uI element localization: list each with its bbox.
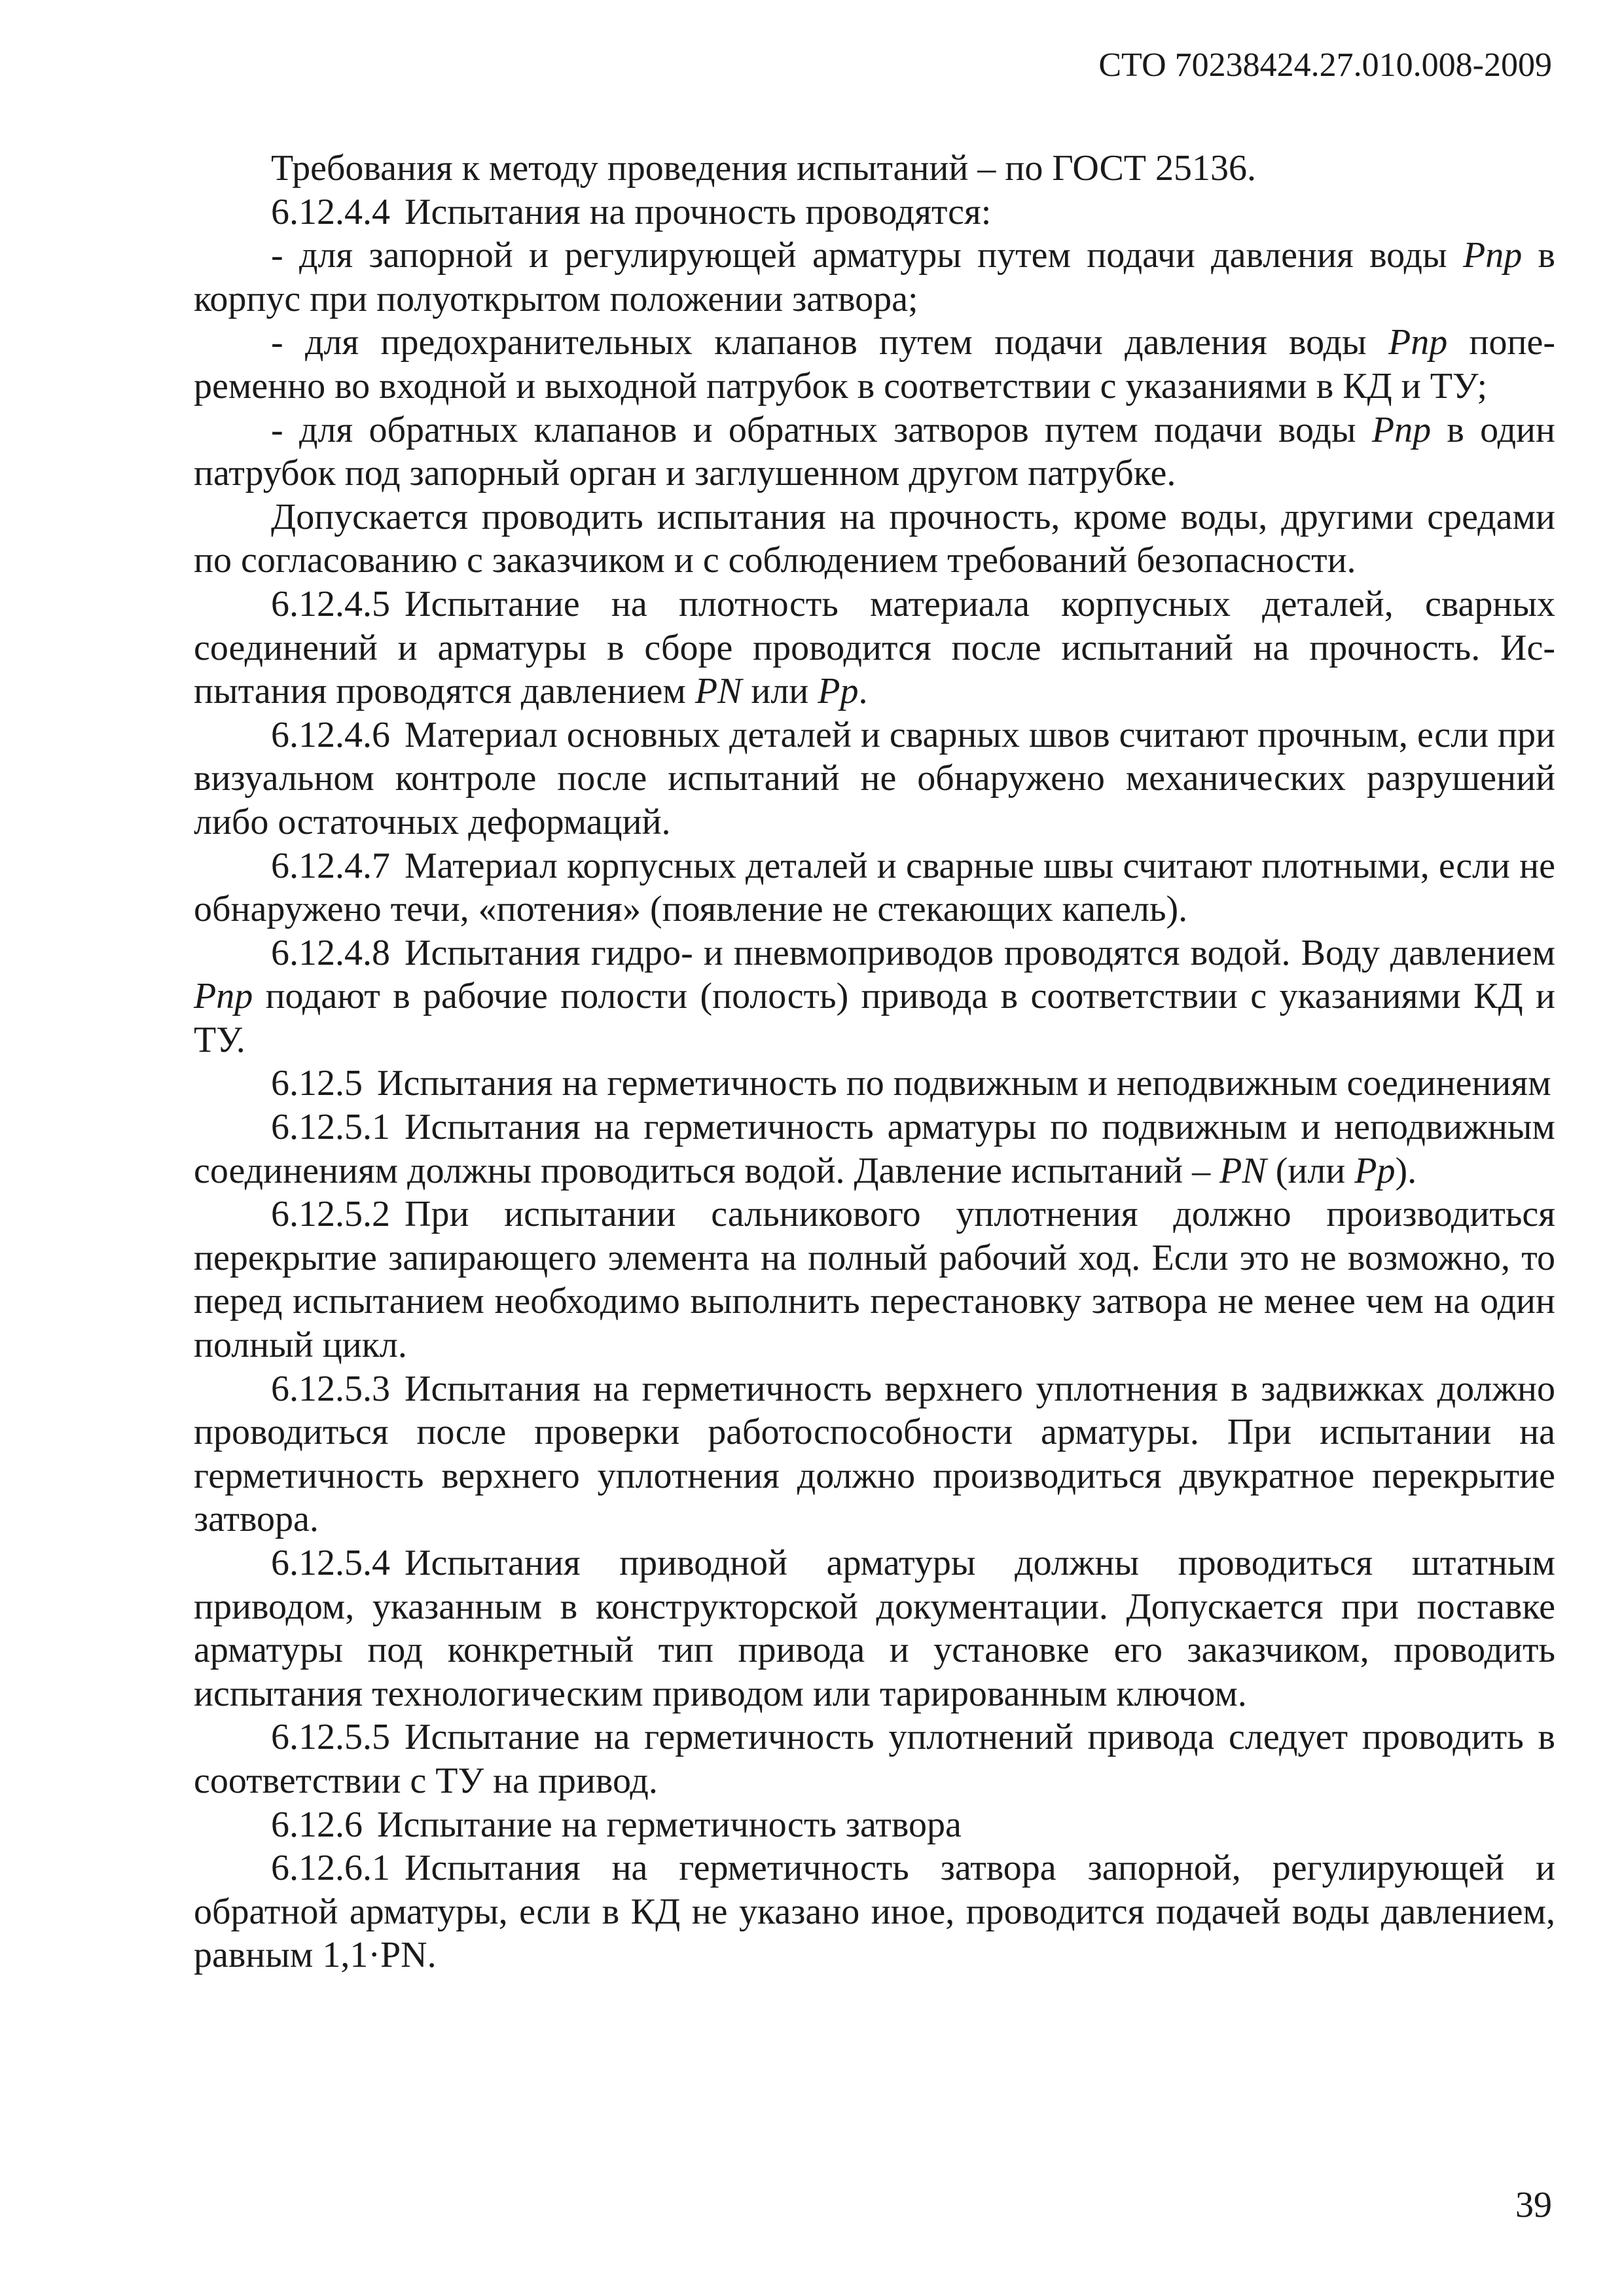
clause-number: 6.12.5.3	[271, 1368, 390, 1409]
paragraph-text: в один патрубок под запорный орган и заглушенном другом патрубке.	[194, 409, 1555, 494]
document-body	[194, 147, 1555, 1977]
paragraph-text: Материал корпусных деталей и сварные швы считают плотными, если не обнаружено течи, «потения» (появление не стекающих капель).	[194, 845, 1555, 930]
paragraph-text: Допускается проводить испытания на прочность, кроме воды, другими средами по согласованию с заказчиком и с соблюдением требований безопасности.	[194, 496, 1555, 581]
paragraph	[194, 931, 1555, 1062]
paragraph	[194, 844, 1555, 931]
paragraph	[194, 1105, 1555, 1193]
paragraph-text: (или	[1266, 1150, 1355, 1191]
paragraph	[194, 713, 1555, 844]
paragraph	[194, 234, 1555, 321]
paragraph	[194, 1193, 1555, 1367]
paragraph-text: попеременно во входной и выходной патрубок в соответствии с указаниями в КД и ТУ;	[194, 322, 1556, 406]
paragraph	[194, 408, 1555, 495]
paragraph-text: или	[742, 671, 818, 712]
paragraph	[194, 1715, 1555, 1803]
symbol-text: Pnp	[1462, 235, 1523, 276]
clause-number: 6.12.4.6	[271, 714, 390, 755]
symbol-text: PN	[1219, 1150, 1267, 1191]
symbol-text: Pnp	[1371, 409, 1432, 450]
clause-number: 6.12.5.1	[271, 1107, 390, 1148]
paragraph-text: - для запорной и регулирующей арматуры путем подачи давления воды	[271, 235, 1463, 276]
paragraph-text: .	[858, 671, 868, 712]
clause-number: 6.12.5.2	[271, 1194, 390, 1235]
paragraph	[194, 147, 1555, 190]
paragraph-text: - для предохранительных клапанов путем подачи давления воды	[271, 322, 1388, 363]
document-code-header: СТО 70238424.27.010.008-2009	[1098, 46, 1552, 84]
clause-number: 6.12.5.4	[271, 1543, 390, 1583]
symbol-text: Pp	[818, 671, 859, 712]
paragraph-text: в корпус при полуоткрытом положении затвора;	[194, 235, 1555, 319]
paragraph-text: Испытание на герметичность затвора	[377, 1804, 962, 1845]
paragraph-text: Испытания на герметичность по подвижным и неподвижным соединениям	[377, 1063, 1551, 1104]
clause-number: 6.12.4.4	[271, 191, 390, 232]
paragraph-text: ).	[1395, 1150, 1417, 1191]
clause-number: 6.12.5	[271, 1063, 363, 1104]
paragraph-text: подают в рабочие полости (полость) привода в соответствии с указаниями КД и ТУ.	[194, 976, 1555, 1060]
symbol-text: Pnp	[194, 976, 253, 1017]
page-number: 39	[1515, 2185, 1552, 2225]
paragraph-text: Испытания гидро- и пневмоприводов проводятся водой. Воду давлением	[405, 932, 1555, 973]
paragraph-text: - для обратных клапанов и обратных затворов путем подачи воды	[271, 409, 1372, 450]
clause-number: 6.12.6	[271, 1804, 363, 1845]
paragraph	[194, 321, 1555, 408]
paragraph	[194, 1367, 1555, 1541]
clause-number: 6.12.4.8	[271, 932, 390, 973]
clause-number: 6.12.4.5	[271, 583, 390, 624]
clause-number: 6.12.5.5	[271, 1717, 390, 1758]
paragraph	[194, 1541, 1555, 1715]
paragraph-text: Материал основных деталей и сварных швов считают прочным, если при визуальном контроле после испытаний не обнаружено механических разрушений либо остаточных деформаций.	[194, 714, 1555, 842]
clause-number: 6.12.6.1	[271, 1848, 390, 1889]
symbol-text: Pnp	[1388, 322, 1448, 363]
paragraph-text: Испытания на герметичность верхнего уплотнения в задвижках должно проводиться после проверки работоспособности арматуры. При испытании на герметичность верхнего уплотнения должно производиться двукратное перекрытие затвора.	[194, 1368, 1555, 1540]
paragraph	[194, 583, 1555, 713]
paragraph-text: Испытания на герметичность арматуры по подвижным и неподвижным соединениям должны проводиться водой. Давление испытаний –	[194, 1107, 1555, 1191]
paragraph	[194, 1803, 1555, 1847]
paragraph	[194, 495, 1555, 583]
paragraph-text: Испытания приводной арматуры должны проводиться штатным приводом, указанным в конструкторской документации. Допускается при поставке арматуры под конкретный тип привода и установке его заказчиком, проводить испытания технологическим приводом или тарированным ключом.	[194, 1543, 1555, 1714]
symbol-text: PN	[695, 671, 742, 712]
paragraph-text: Испытания на прочность проводятся:	[405, 191, 992, 232]
paragraph-text: Испытание на герметичность уплотнений привода следует проводить в соответствии с ТУ на привод.	[194, 1717, 1555, 1801]
paragraph-text: Требования к методу проведения испытаний – по ГОСТ 25136.	[271, 148, 1256, 188]
paragraph	[194, 1846, 1555, 1977]
paragraph-text: Испытание на плотность материала корпусных деталей, сварных соединений и арматуры в сборе проводится после испытаний на прочность. Испытания проводятся давлением	[194, 583, 1555, 712]
paragraph	[194, 190, 1555, 234]
paragraph-text: Испытания на герметичность затвора запорной, регулирующей и обратной арматуры, если в КД не указано иное, проводится подачей воды давлением, равным 1,1·PN.	[194, 1848, 1555, 1976]
symbol-text: Pp	[1354, 1150, 1396, 1191]
paragraph-text: При испытании сальникового уплотнения должно производиться перекрытие запирающего элемента на полный рабочий ход. Если это не возможно, то перед испытанием необходимо выполнить перестановку затвора не менее чем на один полный цикл.	[194, 1194, 1555, 1366]
clause-number: 6.12.4.7	[271, 845, 390, 886]
paragraph	[194, 1062, 1555, 1105]
